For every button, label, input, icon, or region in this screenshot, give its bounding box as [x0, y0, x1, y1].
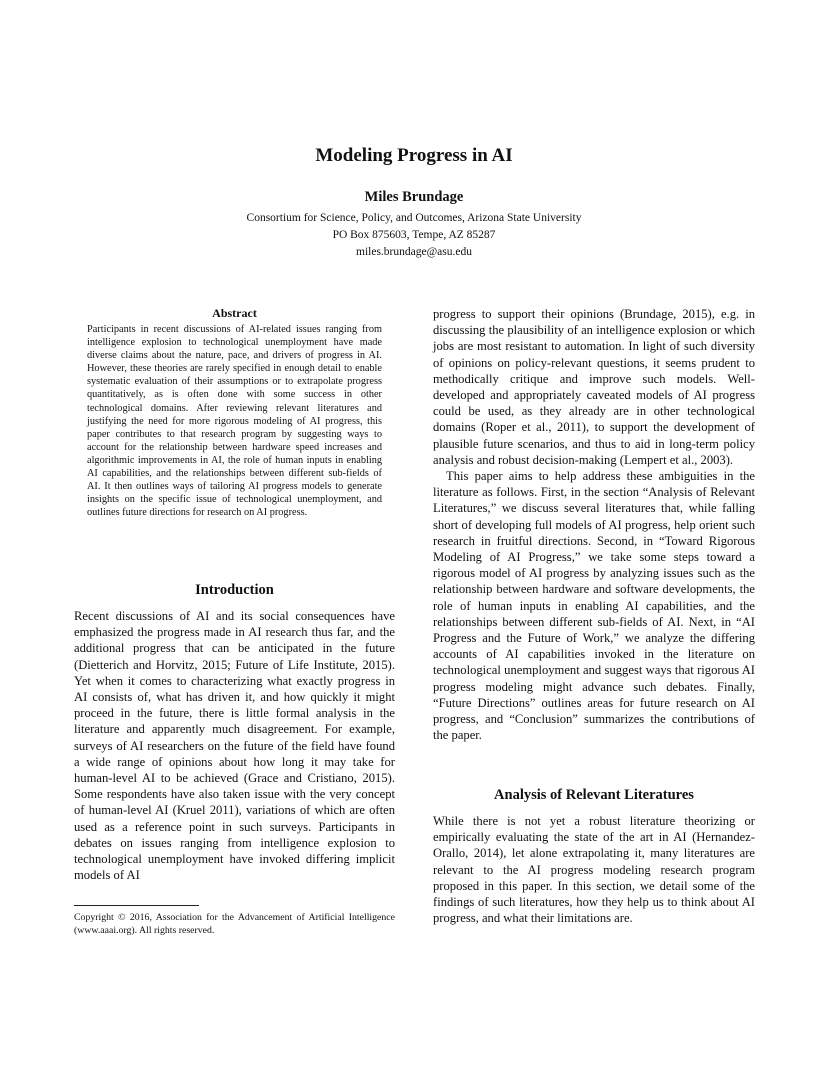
right-column-text: [433, 306, 755, 743]
analysis-heading: Analysis of Relevant Literatures: [494, 787, 694, 803]
introduction-paragraph: Recent discussions of AI and its social consequences have emphasized the progress made in AI research thus far, and the additional progress that can be anticipated in the future (Dietterich and Horvitz, 2015; Future of Life Institute, 2015). Yet when it comes to characterizing what exactly progress in AI consists of, what has driven it, and how quickly it might proceed in the future, there is little formal analysis in the literature and apparently much disagreement. For example, surveys of AI researchers on the future of the field have found a wide range of opinions about how long it may take for human-level AI to be achieved (Grace and Cristiano, 2015). Some respondents have also taken issue with the very concept of human-level AI (Kruel 2011), variations of which are often used as a reference point in such surveys. Participants in debates on issues ranging from intelligence explosion to technological unemployment have invoked differing implicit models of AI: [74, 609, 395, 883]
abstract-heading: Abstract: [212, 306, 257, 320]
address: PO Box 875603, Tempe, AZ 85287: [332, 229, 496, 241]
introduction-text: [74, 608, 395, 883]
right-paragraph-2: This paper aims to help address these ambiguities in the literature as follows. First, in the section “Analysis of Relevant Literatures,” we discuss several literatures that, while falling short of developing full models of AI progress, help orient such research in fruitful directions. Second, in “Toward Rigorous Modeling of AI Progress,” we take some steps toward a rigorous model of AI progress by analyzing issues such as the relationship between hardware and software developments, the role of human inputs in enabling AI capabilities, and the relationships between different sub-fields of AI. Next, in “AI Progress and the Future of Work,” we analyze the differing accounts of AI capabilities invoked in the literature on technological unemployment and suggest ways that rigorous AI progress modeling might advance such debates. Finally, “Future Directions” outlines areas for future research on AI progress, and “Conclusion” summarizes the contributions of the paper.: [433, 469, 755, 743]
analysis-paragraph: While there is not yet a robust literature theorizing or empirically evaluating the state of the art in AI (Hernandez-Orallo, 2014), let alone extrapolating it, many literatures are relevant to the AI progress modeling research program proposed in this paper. In this section, we detail some of the findings of such literatures, how they help us to think about AI progress, and what their limitations are.: [433, 814, 755, 926]
author-email: miles.brundage@asu.edu: [356, 246, 472, 258]
right-paragraph-1: progress to support their opinions (Brundage, 2015), e.g. in discussing the plausibility of an intelligence explosion or which jobs are most resistant to automation. In light of such diversity of opinions on policy-relevant questions, it seems prudent to methodically critique and improve such models. Well-developed and appropriately caveated models of AI progress could be used, as they already are in other technological domains (Roper et al., 2011), to support the development of plausible future scenarios, and thus to aid in long-term policy analysis and robust decision-making (Lempert et al., 2003).: [433, 307, 755, 467]
paper-title: Modeling Progress in AI: [315, 145, 513, 166]
footnote-rule: [74, 905, 199, 906]
copyright-notice: Copyright © 2016, Association for the Advancement of Artificial Intelligence (www.aaai.org). All rights reserved.: [74, 912, 395, 936]
author-name: Miles Brundage: [364, 189, 464, 205]
abstract-text: Participants in recent discussions of AI-related issues ranging from intelligence explosion to technological unemployment have made diverse claims about the nature, pace, and drivers of progress in AI. However, these theories are rarely specified in enough detail to enable systematic evaluation of their assumptions or to extrapolate progress quantitatively, as is often done with some success in other technological domains. After reviewing relevant literatures and justifying the need for more rigorous modeling of AI progress, this paper contributes to that research program by suggesting ways to account for the relationship between hardware speed increases and algorithmic improvements in AI, the role of human inputs in enabling AI capabilities, and the relationships between different sub-fields of AI. It then outlines ways of tailoring AI progress models to generate insights on the specific issue of technological unemployment, and outlines future directions for research on AI progress.: [87, 324, 382, 519]
introduction-heading: Introduction: [195, 582, 274, 598]
analysis-text: [433, 813, 755, 926]
affiliation: Consortium for Science, Policy, and Outcomes, Arizona State University: [246, 212, 582, 224]
